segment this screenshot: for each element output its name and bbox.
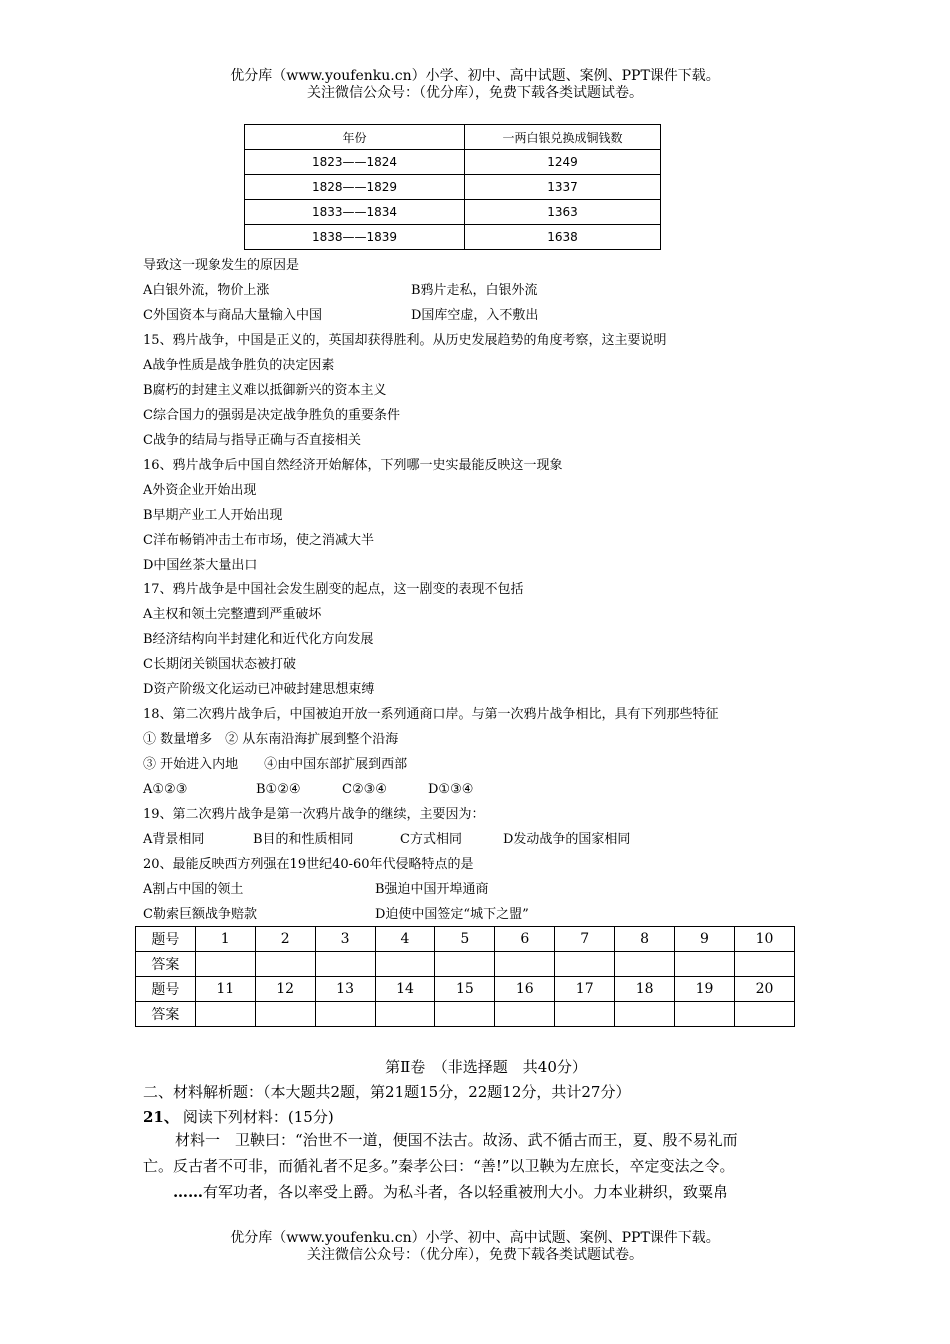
cell-year: 1828——1829 xyxy=(245,175,465,200)
q14-options-cd xyxy=(143,307,823,325)
answer-number: 15 xyxy=(435,977,495,1002)
answer-number: 6 xyxy=(495,927,555,952)
answer-number: 20 xyxy=(734,977,794,1002)
answer-number: 3 xyxy=(315,927,375,952)
q14-option-a: A白银外流，物价上涨 xyxy=(143,283,270,298)
cell-year: 1823——1824 xyxy=(245,150,465,175)
footer-line-1: 优分库（www.youfenku.cn）小学、初中、高中试题、案例、PPT课件下载。 xyxy=(230,1230,720,1246)
q20-options-cd xyxy=(143,906,823,924)
cell-year: 1838——1839 xyxy=(245,225,465,250)
answer-number: 12 xyxy=(255,977,315,1002)
answer-cell[interactable] xyxy=(435,1002,495,1027)
material-1-line-2: 亡。反古者不可非，而循礼者不足多。”秦孝公曰：“善!”以卫鞅为左庶长，卒定变法之令。 xyxy=(143,1157,735,1175)
label-answer: 答案 xyxy=(136,952,196,977)
q19-option-d: D发动战争的国家相同 xyxy=(503,832,631,847)
q18-items-line-1: ① 数量增多 ② 从东南沿海扩展到整个沿海 xyxy=(143,732,399,747)
answer-number: 13 xyxy=(315,977,375,1002)
q20-option-c: C勒索巨额战争赔款 xyxy=(143,907,257,922)
q16-option-d: D中国丝茶大量出口 xyxy=(143,558,258,573)
table-row xyxy=(245,200,661,225)
material-1-ellipsis: …… xyxy=(173,1183,203,1201)
answer-number: 11 xyxy=(195,977,255,1002)
q15-option-a: A战争性质是战争胜负的决定因素 xyxy=(143,358,335,373)
answer-cell[interactable] xyxy=(615,952,675,977)
q20-option-b: B强迫中国开埠通商 xyxy=(375,882,489,897)
answer-cell[interactable] xyxy=(734,952,794,977)
label-question-number: 题号 xyxy=(136,977,196,1002)
answer-number: 9 xyxy=(675,927,735,952)
q14-options-ab xyxy=(143,282,823,300)
answer-cell[interactable] xyxy=(375,952,435,977)
answer-cell[interactable] xyxy=(315,952,375,977)
cell-value: 1638 xyxy=(465,225,661,250)
page-header xyxy=(0,68,950,102)
answer-number: 16 xyxy=(495,977,555,1002)
section-2-heading: 二、材料解析题：（本大题共2题，第21题15分，22题12分，共计27分） xyxy=(143,1083,631,1101)
answer-cell[interactable] xyxy=(495,1002,555,1027)
q15-option-b: B腐朽的封建主义难以抵御新兴的资本主义 xyxy=(143,383,387,398)
q20-options-ab xyxy=(143,881,823,899)
label-answer: 答案 xyxy=(136,1002,196,1027)
q21-number: 21、 xyxy=(143,1108,179,1126)
table-header-row xyxy=(245,125,661,150)
answer-cell[interactable] xyxy=(675,1002,735,1027)
answer-cell[interactable] xyxy=(255,1002,315,1027)
q19-option-c: C方式相同 xyxy=(400,832,462,847)
q20-option-d: D迫使中国签定“城下之盟” xyxy=(375,907,529,922)
q14-stem: 导致这一现象发生的原因是 xyxy=(143,258,300,273)
footer-line-2: 关注微信公众号：（优分库），免费下载各类试题试卷。 xyxy=(307,1247,643,1263)
q16-option-c: C洋布畅销冲击土布市场，使之消减大半 xyxy=(143,533,374,548)
answer-number: 7 xyxy=(555,927,615,952)
answer-cell[interactable] xyxy=(555,1002,615,1027)
cell-value: 1249 xyxy=(465,150,661,175)
q18-option-c: C②③④ xyxy=(342,782,387,797)
q16-option-a: A外资企业开始出现 xyxy=(143,483,257,498)
answer-number: 14 xyxy=(375,977,435,1002)
q14-option-d: D国库空虚，入不敷出 xyxy=(411,308,539,323)
answer-number: 17 xyxy=(555,977,615,1002)
q21-heading xyxy=(143,1107,843,1127)
material-1 xyxy=(143,1127,813,1205)
answer-cell[interactable] xyxy=(195,1002,255,1027)
q14-option-c: C外国资本与商品大量输入中国 xyxy=(143,308,322,323)
table-row xyxy=(245,175,661,200)
q17-stem: 17、鸦片战争是中国社会发生剧变的起点，这一剧变的表现不包括 xyxy=(143,582,524,597)
answer-cell[interactable] xyxy=(615,1002,675,1027)
q17-option-c: C长期闭关锁国状态被打破 xyxy=(143,657,296,672)
answer-cell[interactable] xyxy=(435,952,495,977)
q16-stem: 16、鸦片战争后中国自然经济开始解体，下列哪一史实最能反映这一现象 xyxy=(143,458,563,473)
answer-blank-row xyxy=(136,1002,795,1027)
answer-cell[interactable] xyxy=(675,952,735,977)
q21-stem: 阅读下列材料：(15分) xyxy=(182,1108,334,1126)
material-1-line-3 xyxy=(143,1179,813,1205)
q15-stem: 15、鸦片战争，中国是正义的，英国却获得胜利。从历史发展趋势的角度考察，这主要说明 xyxy=(143,333,667,348)
q18-option-b: B①②④ xyxy=(256,782,301,797)
page-footer xyxy=(0,1230,950,1264)
q15-option-d: C战争的结局与指导正确与否直接相关 xyxy=(143,433,361,448)
answer-cell[interactable] xyxy=(734,1002,794,1027)
table-row xyxy=(245,150,661,175)
header-line-2: 关注微信公众号：（优分库），免费下载各类试题试卷。 xyxy=(307,85,643,101)
header-exchange: 一两白银兑换成铜钱数 xyxy=(465,125,661,150)
q19-options xyxy=(143,831,823,849)
cell-value: 1363 xyxy=(465,200,661,225)
answer-number: 4 xyxy=(375,927,435,952)
answer-cell[interactable] xyxy=(375,1002,435,1027)
q18-option-d: D①③④ xyxy=(428,782,474,797)
q20-option-a: A割占中国的领土 xyxy=(143,882,244,897)
answer-number: 10 xyxy=(734,927,794,952)
answer-cell[interactable] xyxy=(255,952,315,977)
answer-number-row xyxy=(136,977,795,1002)
q17-option-d: D资产阶级文化运动已冲破封建思想束缚 xyxy=(143,682,375,697)
cell-value: 1337 xyxy=(465,175,661,200)
answer-number: 1 xyxy=(195,927,255,952)
material-1-line-3-text: 有军功者，各以率受上爵。为私斗者，各以轻重被刑大小。力本业耕织，致粟帛 xyxy=(203,1183,729,1201)
q19-option-a: A背景相同 xyxy=(143,832,205,847)
answer-cell[interactable] xyxy=(495,952,555,977)
q18-items-line-2: ③ 开始进入内地 ④由中国东部扩展到西部 xyxy=(143,757,408,772)
q19-option-b: B目的和性质相同 xyxy=(253,832,354,847)
answer-cell[interactable] xyxy=(555,952,615,977)
answer-number: 8 xyxy=(615,927,675,952)
q17-option-b: B经济结构向半封建化和近代化方向发展 xyxy=(143,632,374,647)
q20-stem: 20、最能反映西方列强在19世纪40-60年代侵略特点的是 xyxy=(143,857,474,872)
q14-option-b: B鸦片走私，白银外流 xyxy=(411,283,538,298)
cell-year: 1833——1834 xyxy=(245,200,465,225)
silver-exchange-table xyxy=(244,124,661,250)
answer-number-row xyxy=(136,927,795,952)
answer-blank-row xyxy=(136,952,795,977)
header-line-1: 优分库（www.youfenku.cn）小学、初中、高中试题、案例、PPT课件下载。 xyxy=(230,68,720,84)
label-question-number: 题号 xyxy=(136,927,196,952)
q15-option-c: C综合国力的强弱是决定战争胜负的重要条件 xyxy=(143,408,400,423)
answer-number: 5 xyxy=(435,927,495,952)
q18-stem: 18、第二次鸦片战争后，中国被迫开放一系列通商口岸。与第一次鸦片战争相比，具有下列那些特征 xyxy=(143,707,719,722)
material-1-line-1: 材料一 卫鞅曰：“治世不一道，便国不法古。故汤、武不循古而王，夏、殷不易礼而 xyxy=(175,1131,738,1149)
q19-stem: 19、第二次鸦片战争是第一次鸦片战争的继续，主要因为： xyxy=(143,807,485,822)
answer-number: 19 xyxy=(675,977,735,1002)
answer-cell[interactable] xyxy=(195,952,255,977)
q17-option-a: A主权和领土完整遭到严重破坏 xyxy=(143,607,322,622)
table-row xyxy=(245,225,661,250)
answer-table xyxy=(135,926,795,1027)
answer-number: 2 xyxy=(255,927,315,952)
answer-cell[interactable] xyxy=(315,1002,375,1027)
answer-number: 18 xyxy=(615,977,675,1002)
header-year: 年份 xyxy=(245,125,465,150)
part-2-title: 第Ⅱ卷 （非选择题 共40分） xyxy=(385,1058,587,1076)
q18-option-a: A①②③ xyxy=(143,782,188,797)
q18-options xyxy=(143,781,823,799)
q16-option-b: B早期产业工人开始出现 xyxy=(143,508,283,523)
